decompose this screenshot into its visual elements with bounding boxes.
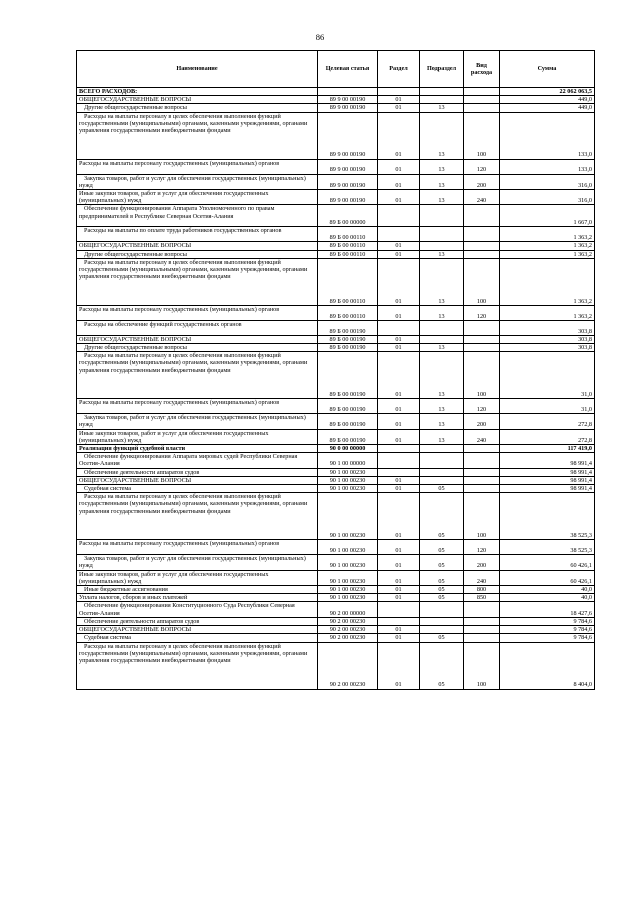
row-section: 01 (378, 476, 420, 484)
row-sum: 31,0 (500, 399, 595, 414)
row-sum: 9 784,6 (500, 617, 595, 625)
row-sum: 272,8 (500, 414, 595, 429)
row-name: Иные бюджетные ассигнования (77, 586, 318, 594)
row-subsection: 05 (420, 594, 464, 602)
row-sum: 303,8 (500, 335, 595, 343)
row-subsection (420, 453, 464, 468)
row-target: 90 1 00 00230 (318, 493, 378, 540)
row-name: Расходы на выплаты персоналу в целях обеспечения выполнения функций государственными (муниципальными) органами, казенными учреждениями, органами управления государственными внебюджетными фондами (77, 352, 318, 399)
table-row (77, 174, 595, 189)
table-row (77, 617, 595, 625)
row-name: Судебная система (77, 634, 318, 642)
row-expense-type (464, 453, 500, 468)
row-name: Судебная система (77, 485, 318, 493)
row-section: 01 (378, 586, 420, 594)
row-sum: 133,0 (500, 112, 595, 159)
row-name: Закупка товаров, работ и услуг для обеспечения государственных (муниципальных) нужд (77, 414, 318, 429)
row-sum: 449,0 (500, 96, 595, 104)
row-section (378, 468, 420, 476)
row-subsection: 13 (420, 258, 464, 305)
table-row (77, 88, 595, 96)
expenditure-table (76, 50, 595, 690)
row-sum: 18 427,6 (500, 602, 595, 617)
table-row (77, 96, 595, 104)
row-expense-type (464, 250, 500, 258)
row-section: 01 (378, 352, 420, 399)
row-name: Иные закупки товаров, работ и услуг для обеспечения государственных (муниципальных) нужд (77, 429, 318, 444)
row-expense-type: 200 (464, 414, 500, 429)
row-sum: 98 991,4 (500, 453, 595, 468)
row-name: Расходы на выплаты персоналу в целях обеспечения выполнения функций государственными (муниципальными) органами, казенными учреждениями, органами управления государственными внебюджетными фондами (77, 493, 318, 540)
row-target: 90 2 00 00230 (318, 642, 378, 689)
row-expense-type (464, 634, 500, 642)
row-sum: 272,8 (500, 429, 595, 444)
row-target: 89 Б 00 00190 (318, 414, 378, 429)
row-subsection: 13 (420, 305, 464, 320)
row-section: 01 (378, 174, 420, 189)
row-target: 89 Б 00 00190 (318, 344, 378, 352)
header-subsection: Подраздел (420, 51, 464, 88)
row-subsection: 05 (420, 493, 464, 540)
row-sum: 1 363,2 (500, 250, 595, 258)
row-section: 01 (378, 96, 420, 104)
table-row (77, 453, 595, 468)
row-target: 89 Б 00 00110 (318, 258, 378, 305)
row-section: 01 (378, 485, 420, 493)
row-section (378, 602, 420, 617)
table-row (77, 586, 595, 594)
row-section: 01 (378, 242, 420, 250)
row-subsection: 13 (420, 399, 464, 414)
row-target (318, 88, 378, 96)
row-section: 01 (378, 250, 420, 258)
row-section: 01 (378, 570, 420, 585)
row-target: 90 2 00 00230 (318, 626, 378, 634)
row-section: 01 (378, 104, 420, 112)
row-sum: 38 525,3 (500, 493, 595, 540)
row-name: Иные закупки товаров, работ и услуг для обеспечения государственных (муниципальных) нужд (77, 190, 318, 205)
row-subsection: 13 (420, 250, 464, 258)
row-name: Обеспечение функционирования Конституционного Суда Республики Северная Осетия-Алания (77, 602, 318, 617)
row-subsection: 05 (420, 540, 464, 555)
row-target: 89 9 00 00190 (318, 159, 378, 174)
row-name: Расходы на выплаты персоналу в целях обеспечения выполнения функций государственными (муниципальными) органами, казенными учреждениями, органами управления государственными внебюджетными фондами (77, 258, 318, 305)
row-expense-type (464, 88, 500, 96)
table-row (77, 642, 595, 689)
row-target: 89 Б 00 00190 (318, 320, 378, 335)
row-section: 01 (378, 258, 420, 305)
row-name: ОБЩЕГОСУДАРСТВЕННЫЕ ВОПРОСЫ (77, 242, 318, 250)
table-row (77, 493, 595, 540)
row-target: 89 Б 00 00110 (318, 250, 378, 258)
row-subsection (420, 88, 464, 96)
row-sum: 449,0 (500, 104, 595, 112)
table-row (77, 468, 595, 476)
header-target: Целевая статья (318, 51, 378, 88)
row-expense-type (464, 344, 500, 352)
row-section: 01 (378, 493, 420, 540)
row-name: Обеспечение функционирования Аппарата мировых судей Республики Северная Осетия-Алания (77, 453, 318, 468)
table-row (77, 626, 595, 634)
row-sum: 9 784,6 (500, 626, 595, 634)
row-expense-type: 200 (464, 174, 500, 189)
table-row (77, 485, 595, 493)
row-sum: 1 363,2 (500, 305, 595, 320)
row-section: 01 (378, 555, 420, 570)
row-section: 01 (378, 626, 420, 634)
row-section: 01 (378, 112, 420, 159)
row-target: 90 1 00 00230 (318, 555, 378, 570)
table-row (77, 104, 595, 112)
row-expense-type (464, 96, 500, 104)
row-target: 89 Б 00 00110 (318, 227, 378, 242)
row-name: Закупка товаров, работ и услуг для обеспечения государственных (муниципальных) нужд (77, 555, 318, 570)
table-row (77, 399, 595, 414)
table-row (77, 352, 595, 399)
row-section (378, 617, 420, 625)
row-target: 89 9 00 00190 (318, 190, 378, 205)
row-expense-type (464, 602, 500, 617)
row-section (378, 445, 420, 453)
row-target: 90 1 00 00230 (318, 476, 378, 484)
row-subsection (420, 602, 464, 617)
row-expense-type (464, 468, 500, 476)
table-row (77, 205, 595, 227)
row-subsection (420, 468, 464, 476)
table-row (77, 540, 595, 555)
row-target: 89 9 00 00190 (318, 112, 378, 159)
row-section: 01 (378, 305, 420, 320)
row-section: 01 (378, 159, 420, 174)
row-expense-type: 800 (464, 586, 500, 594)
row-subsection: 13 (420, 414, 464, 429)
table-row (77, 476, 595, 484)
row-expense-type (464, 320, 500, 335)
row-expense-type (464, 227, 500, 242)
row-subsection: 13 (420, 190, 464, 205)
row-expense-type: 200 (464, 555, 500, 570)
row-section (378, 205, 420, 227)
row-sum: 98 991,4 (500, 485, 595, 493)
row-section (378, 320, 420, 335)
table-row (77, 414, 595, 429)
row-name: ОБЩЕГОСУДАРСТВЕННЫЕ ВОПРОСЫ (77, 476, 318, 484)
row-target: 89 Б 00 00190 (318, 335, 378, 343)
row-name: Обеспечение деятельности аппаратов судов (77, 617, 318, 625)
row-sum: 40,0 (500, 586, 595, 594)
row-expense-type: 240 (464, 190, 500, 205)
row-target: 90 1 00 00230 (318, 540, 378, 555)
table-row (77, 112, 595, 159)
row-section (378, 227, 420, 242)
row-expense-type (464, 445, 500, 453)
table-row (77, 305, 595, 320)
row-target: 90 2 00 00000 (318, 602, 378, 617)
header-name: Наименование (77, 51, 318, 88)
row-name: Иные закупки товаров, работ и услуг для обеспечения государственных (муниципальных) нужд (77, 570, 318, 585)
row-sum: 22 062 063,5 (500, 88, 595, 96)
row-expense-type: 100 (464, 112, 500, 159)
row-section: 01 (378, 634, 420, 642)
row-expense-type: 120 (464, 305, 500, 320)
row-sum: 303,8 (500, 320, 595, 335)
row-sum: 60 426,1 (500, 555, 595, 570)
row-expense-type (464, 617, 500, 625)
row-name: Расходы на выплаты персоналу в целях обеспечения выполнения функций государственными (муниципальными) органами, казенными учреждениями, органами управления государственными внебюджетными фондами (77, 112, 318, 159)
row-sum: 133,0 (500, 159, 595, 174)
row-expense-type (464, 104, 500, 112)
row-sum: 1 363,2 (500, 258, 595, 305)
row-subsection: 13 (420, 159, 464, 174)
row-name: Закупка товаров, работ и услуг для обеспечения государственных (муниципальных) нужд (77, 174, 318, 189)
row-name: Обеспечение деятельности аппаратов судов (77, 468, 318, 476)
table-row (77, 594, 595, 602)
row-expense-type (464, 485, 500, 493)
row-subsection: 05 (420, 634, 464, 642)
table-row (77, 250, 595, 258)
row-expense-type (464, 476, 500, 484)
table-row (77, 602, 595, 617)
row-expense-type: 120 (464, 159, 500, 174)
row-target: 89 9 00 00190 (318, 174, 378, 189)
row-sum: 9 784,6 (500, 634, 595, 642)
row-section: 01 (378, 540, 420, 555)
row-target: 89 9 00 00190 (318, 104, 378, 112)
table-row (77, 570, 595, 585)
row-target: 90 1 00 00230 (318, 468, 378, 476)
row-sum: 1 363,2 (500, 227, 595, 242)
row-target: 89 Б 00 00110 (318, 242, 378, 250)
row-subsection (420, 227, 464, 242)
row-expense-type (464, 335, 500, 343)
row-sum: 303,8 (500, 344, 595, 352)
row-section: 01 (378, 414, 420, 429)
row-section: 01 (378, 335, 420, 343)
row-section: 01 (378, 399, 420, 414)
row-name: Расходы на выплаты персоналу государственных (муниципальных) органов (77, 159, 318, 174)
table-row (77, 634, 595, 642)
row-name: ОБЩЕГОСУДАРСТВЕННЫЕ ВОПРОСЫ (77, 335, 318, 343)
row-sum: 316,0 (500, 190, 595, 205)
row-target: 90 1 00 00000 (318, 453, 378, 468)
row-name: Другие общегосударственные вопросы (77, 344, 318, 352)
row-sum: 316,0 (500, 174, 595, 189)
row-target: 89 Б 00 00190 (318, 352, 378, 399)
row-subsection (420, 617, 464, 625)
row-subsection: 05 (420, 485, 464, 493)
row-name: Расходы на выплаты по оплате труда работников государственных органов (77, 227, 318, 242)
row-subsection (420, 445, 464, 453)
row-subsection: 13 (420, 104, 464, 112)
table-row (77, 242, 595, 250)
header-sum: Сумма (500, 51, 595, 88)
header-expense-type: Вид расхода (464, 51, 500, 88)
row-target: 90 1 00 00230 (318, 485, 378, 493)
row-subsection: 05 (420, 555, 464, 570)
row-expense-type: 100 (464, 642, 500, 689)
row-section: 01 (378, 190, 420, 205)
row-name: Уплата налогов, сборов и иных платежей (77, 594, 318, 602)
row-target: 90 0 00 00000 (318, 445, 378, 453)
row-name: ОБЩЕГОСУДАРСТВЕННЫЕ ВОПРОСЫ (77, 626, 318, 634)
row-sum: 98 991,4 (500, 468, 595, 476)
row-sum: 98 991,4 (500, 476, 595, 484)
table-row (77, 159, 595, 174)
row-expense-type (464, 205, 500, 227)
row-subsection: 13 (420, 429, 464, 444)
row-name: Другие общегосударственные вопросы (77, 104, 318, 112)
row-target: 89 Б 00 00190 (318, 399, 378, 414)
table-row (77, 429, 595, 444)
row-subsection (420, 242, 464, 250)
table-row (77, 190, 595, 205)
page-number: 86 (315, 32, 325, 42)
row-target: 90 2 00 00230 (318, 634, 378, 642)
row-subsection: 13 (420, 174, 464, 189)
row-expense-type: 850 (464, 594, 500, 602)
row-subsection (420, 320, 464, 335)
header-section: Раздел (378, 51, 420, 88)
row-sum: 31,0 (500, 352, 595, 399)
row-expense-type: 100 (464, 493, 500, 540)
row-expense-type: 240 (464, 570, 500, 585)
row-sum: 1 667,0 (500, 205, 595, 227)
row-target: 89 Б 00 00110 (318, 305, 378, 320)
row-expense-type: 240 (464, 429, 500, 444)
row-name: Расходы на выплаты персоналу в целях обеспечения выполнения функций государственными (муниципальными) органами, казенными учреждениями, органами управления государственными внебюджетными фондами (77, 642, 318, 689)
row-subsection (420, 626, 464, 634)
row-name: Обеспечение функционирования Аппарата Уполномоченного по правам предпринимателей в Республике Северная Осетия-Алания (77, 205, 318, 227)
row-sum: 40,0 (500, 594, 595, 602)
row-name: Расходы на выплаты персоналу государственных (муниципальных) органов (77, 399, 318, 414)
row-expense-type: 100 (464, 258, 500, 305)
row-name: ВСЕГО РАСХОДОВ: (77, 88, 318, 96)
row-target: 89 Б 00 00000 (318, 205, 378, 227)
row-target: 90 1 00 00230 (318, 594, 378, 602)
table-row (77, 335, 595, 343)
row-section: 01 (378, 642, 420, 689)
row-subsection: 05 (420, 570, 464, 585)
row-target: 90 2 00 00230 (318, 617, 378, 625)
row-expense-type: 120 (464, 540, 500, 555)
row-name: Другие общегосударственные вопросы (77, 250, 318, 258)
row-subsection: 13 (420, 112, 464, 159)
row-name: Расходы на выплаты персоналу государственных (муниципальных) органов (77, 540, 318, 555)
row-expense-type: 100 (464, 352, 500, 399)
row-target: 90 1 00 00230 (318, 570, 378, 585)
row-sum: 117 419,0 (500, 445, 595, 453)
row-section: 01 (378, 594, 420, 602)
row-section (378, 88, 420, 96)
row-target: 90 1 00 00230 (318, 586, 378, 594)
row-subsection: 13 (420, 352, 464, 399)
row-target: 89 Б 00 00190 (318, 429, 378, 444)
row-subsection: 05 (420, 586, 464, 594)
table-row (77, 445, 595, 453)
table-row (77, 227, 595, 242)
table-row (77, 344, 595, 352)
row-subsection (420, 205, 464, 227)
row-expense-type: 120 (464, 399, 500, 414)
row-name: ОБЩЕГОСУДАРСТВЕННЫЕ ВОПРОСЫ (77, 96, 318, 104)
row-subsection (420, 335, 464, 343)
row-subsection: 05 (420, 642, 464, 689)
row-name: Расходы на обеспечение функций государственных органов (77, 320, 318, 335)
table-row (77, 555, 595, 570)
row-sum: 1 363,2 (500, 242, 595, 250)
row-name: Расходы на выплаты персоналу государственных (муниципальных) органов (77, 305, 318, 320)
row-name: Реализация функций судебной власти (77, 445, 318, 453)
row-sum: 8 404,0 (500, 642, 595, 689)
row-subsection (420, 476, 464, 484)
table-row (77, 320, 595, 335)
row-section (378, 453, 420, 468)
table-header-row (77, 51, 595, 88)
row-target: 89 9 00 00190 (318, 96, 378, 104)
row-subsection (420, 96, 464, 104)
table-row (77, 258, 595, 305)
row-sum: 38 525,3 (500, 540, 595, 555)
row-sum: 60 426,1 (500, 570, 595, 585)
row-section: 01 (378, 344, 420, 352)
row-expense-type (464, 626, 500, 634)
row-subsection: 13 (420, 344, 464, 352)
row-section: 01 (378, 429, 420, 444)
row-expense-type (464, 242, 500, 250)
